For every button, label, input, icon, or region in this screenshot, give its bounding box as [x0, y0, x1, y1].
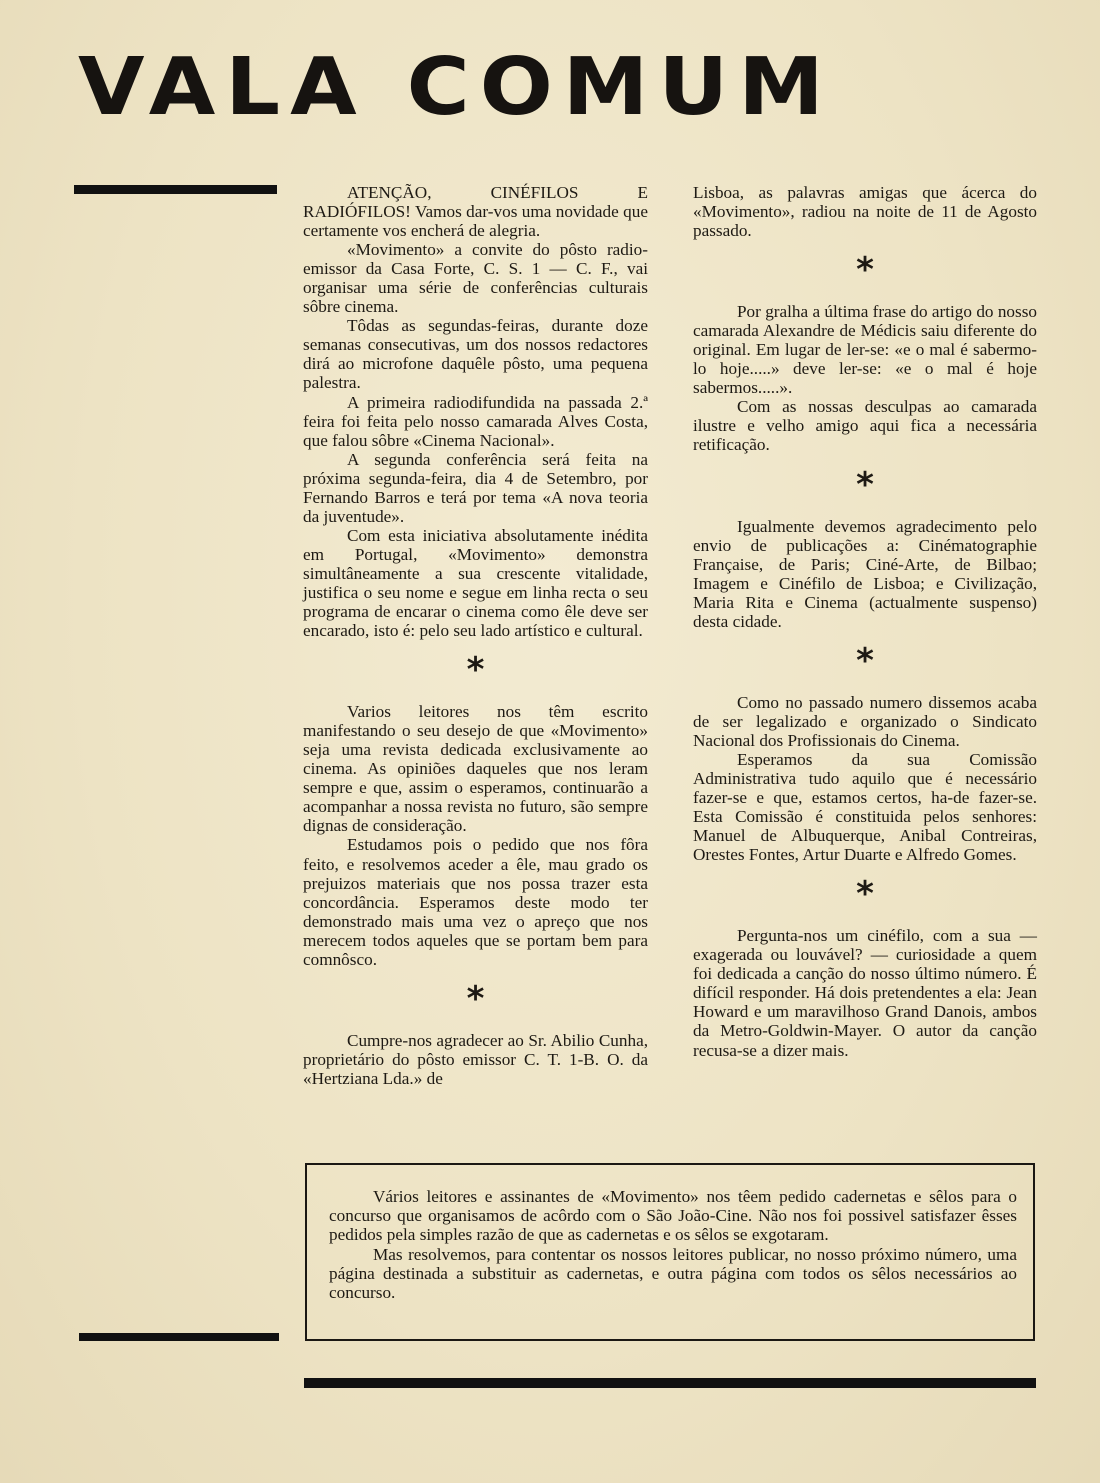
paragraph: A primeira radiodifundida na passada 2.ª feira foi feita pelo nosso camarada Alves Costa, que falou sôbre «Cinema Nacional».: [303, 392, 648, 450]
publications-section: [693, 517, 1037, 631]
question-section: [693, 926, 1037, 1059]
paragraph: Igualmente devemos agradecimento pelo envio de publicações a: Cinématographie Française, de Paris; Ciné-Arte, de Bilbao; Imagem e Cinéfilo de Lisboa; e Civilização, Maria Rita e Cinema (actualmente suspenso) desta cidade.: [693, 516, 1037, 631]
footer-rule: [304, 1378, 1036, 1388]
asterisk-separator: *: [856, 464, 874, 505]
paragraph: Esperamos da sua Comissão Administrativa tudo aquilo que é necessário fazer-se e que, estamos certos, ha-de fazer-se. Esta Comissão é constituida pelos senhores: Manuel de Albuquerque, Anibal Contreiras, Orestes Fontes, Artur Duarte e Alfredo Gomes.: [693, 749, 1037, 865]
asterisk-separator: *: [856, 640, 874, 681]
paragraph: «Movimento» a convite do pôsto radio-emissor da Casa Forte, C. S. 1 — C. F., vai organisar uma série de conferências culturais sôbre cinema.: [303, 240, 648, 317]
readers-request-section: [303, 702, 648, 969]
paragraph: Estudamos pois o pedido que nos fôra feito, e resolvemos aceder a êle, mau grado os prejuizos materiais que nos possa trazer esta concordância. Esperamos deste modo ter demonstrado mais uma vez o apreço que nos merecem todos aqueles que se portam bem para comnôsco.: [303, 835, 648, 969]
paragraph: Lisboa, as palavras amigas que ácerca do «Movimento», radiou na noite de 11 de Agosto passado.: [693, 183, 1037, 241]
paragraph: Mas resolvemos, para contentar os nossos leitores publicar, no nosso próximo número, uma página destinada a substituir as cadernetas, e outra página com todos os sêlos necessários ao concurso.: [329, 1244, 1017, 1303]
notice-text: [329, 1187, 1017, 1302]
thanks-section: [303, 1031, 648, 1088]
asterisk-separator: *: [856, 250, 874, 291]
paragraph: Cumpre-nos agradecer ao Sr. Abilio Cunha, proprietário do pôsto emissor C. T. 1-B. O. da «Hertziana Lda.» de: [303, 1030, 648, 1088]
paragraph: A segunda conferência será feita na próxima segunda-feira, dia 4 de Setembro, por Fernando Barros e terá por tema «A nova teoria da juventude».: [303, 449, 648, 526]
paragraph: Vários leitores e assinantes de «Movimento» nos têem pedido cadernetas e sêlos para o concurso que organisamos de acôrdo com o São João-Cine. Não nos foi possivel satisfazer êsses pedidos pela simples razão de que as cadernetas e os sêlos se exgotaram.: [329, 1187, 1017, 1245]
left-column: [303, 183, 648, 1088]
asterisk-separator: *: [466, 978, 485, 1019]
asterisk-separator: *: [856, 874, 874, 915]
radio-announcement-section: [303, 183, 648, 640]
erratum-section: [693, 302, 1037, 454]
notice-box: [305, 1163, 1035, 1341]
right-column: [693, 183, 1037, 1060]
paragraph: ATENÇÃO, CINÉFILOS E RADIÓFILOS! Vamos dar-vos uma novidade que certamente vos encherá de alegria.: [303, 183, 648, 241]
paragraph: Com esta iniciativa absolutamente inédita em Portugal, «Movimento» demonstra simultâneamente a sua crescente vitalidade, justifica o seu nome e segue em linha recta o seu programa de encarar o cinema como êle deve ser encarado, isto é: pelo seu lado artístico e cultural.: [303, 525, 648, 641]
bottom-left-rule: [79, 1333, 279, 1341]
paragraph: Varios leitores nos têm escrito manifestando o seu desejo de que «Movimento» seja uma revista dedicada exclusivamente ao cinema. As opiniões daqueles que nos leram sempre e que, assim o esperamos, continuarão a acompanhar a nossa revista no futuro, são sempre dignas de consideração.: [303, 702, 648, 836]
paragraph: Pergunta-nos um cinéfilo, com a sua — exagerada ou louvável? — curiosidade a quem foi dedicada a canção do nosso último número. É difícil responder. Há dois pretendentes a ela: Jean Howard e um maravilhoso Grand Danois, ambos da Metro-Goldwin-Mayer. O autor da canção recusa-se a dizer mais.: [693, 926, 1037, 1060]
paragraph: Com as nossas desculpas ao camarada ilustre e velho amigo aqui fica a necessária retificação.: [693, 397, 1037, 455]
paragraph: Como no passado numero dissemos acaba de ser legalizado e organizado o Sindicato Nacional dos Profissionais do Cinema.: [693, 692, 1037, 750]
page-title: VALA COMUM: [78, 41, 834, 134]
sindicato-section: [693, 693, 1037, 864]
top-left-rule: [74, 185, 277, 194]
paragraph: Por gralha a última frase do artigo do nosso camarada Alexandre de Médicis saiu diferente do original. Em lugar de ler-se: «e o mal é sabermo-lo hoje.....» deve ler-se: «e o mal é hoje sabermos.....».: [693, 302, 1037, 398]
paragraph: Tôdas as segundas-feiras, durante doze semanas consecutivas, um dos nossos redactores dirá ao microfone daquêle pôsto, uma pequena palestra.: [303, 316, 648, 393]
thanks-continued-section: [693, 183, 1037, 240]
asterisk-separator: *: [466, 650, 485, 691]
